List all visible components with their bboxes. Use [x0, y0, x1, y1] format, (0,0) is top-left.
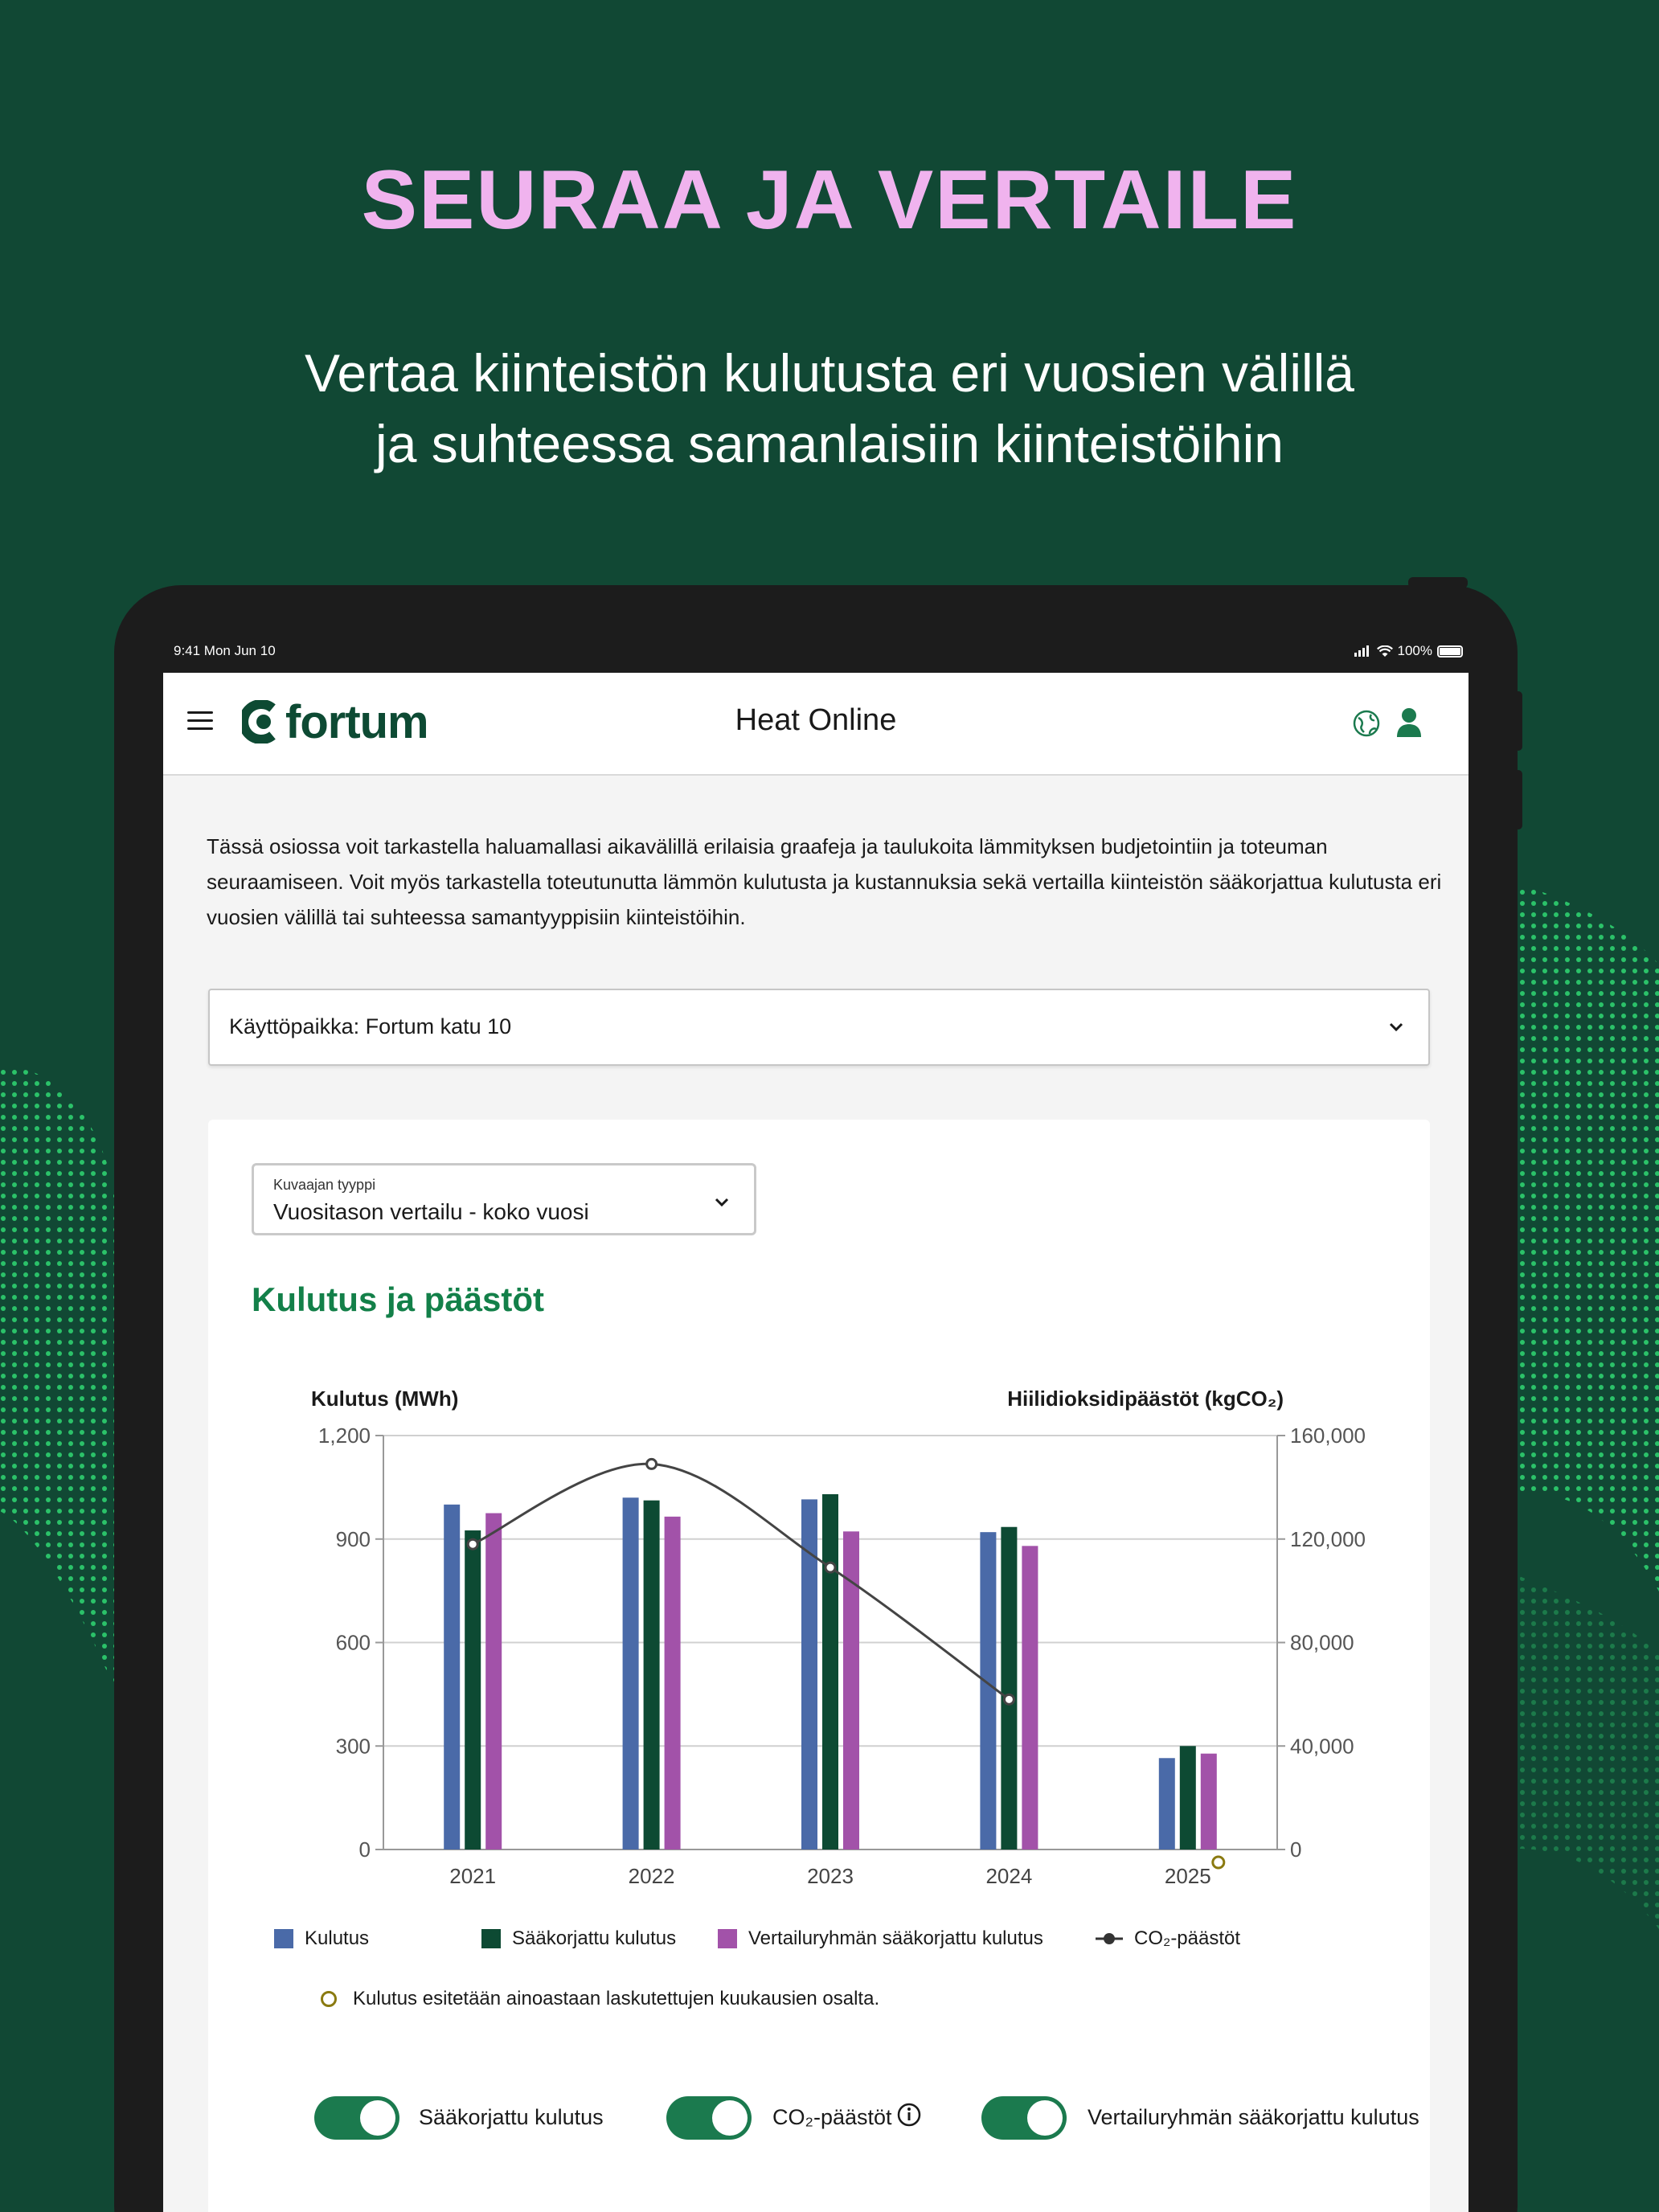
bar-vertailu: [1201, 1754, 1217, 1849]
status-right: [1354, 643, 1463, 659]
x-tick-label: 2023: [807, 1864, 854, 1888]
app-header: [163, 673, 1469, 776]
marketing-subline: [0, 338, 1659, 479]
tablet-volume-down-button: [1514, 770, 1522, 830]
chart-type-label: Kuvaajan tyyppi: [273, 1177, 376, 1193]
bar-kulutus: [444, 1505, 460, 1849]
x-tick-label: 2022: [628, 1864, 675, 1888]
y-tick-label: 600: [335, 1630, 371, 1655]
intro-text: Tässä osiossa voit tarkastella haluamallasi aikavälillä erilaisia graafeja ja taulukoita lämmityksen budjetointiin ja toteuman seuraamiseen. Voit myös tarkastella toteutunutta lämmön kulutusta ja kustannuksia sekä vertailla kiinteistön sääkorjattua kulutusta eri vuosien välillä tai suhteessa samantyyppisiin kiinteistöihin.: [207, 834, 1442, 929]
billing-note: [321, 1988, 879, 2010]
legend-vertailu: [718, 1927, 1043, 1950]
y2-tick-label: 120,000: [1290, 1526, 1366, 1551]
battery-icon: [1437, 645, 1463, 657]
tablet-volume-up-button: [1514, 691, 1522, 751]
x-tick-label: 2024: [985, 1864, 1033, 1888]
y-tick-label: 0: [358, 1837, 371, 1862]
chart-type-value: Vuositason vertailu - koko vuosi: [273, 1199, 589, 1224]
chart-card: [208, 1120, 1430, 2212]
globe-icon[interactable]: [1351, 708, 1382, 739]
section-title: Kulutus ja päästöt: [252, 1280, 545, 1318]
bar-vertailu: [665, 1517, 681, 1849]
legend-swatch-co2: [1096, 1929, 1123, 1948]
co2-point: [1004, 1694, 1014, 1704]
y-tick-label: 300: [335, 1734, 371, 1759]
y2-tick-label: 0: [1290, 1837, 1302, 1862]
toggle-knob: [712, 2100, 748, 2136]
battery-percent: 100%: [1397, 643, 1432, 658]
y2-tick-label: 80,000: [1290, 1630, 1354, 1655]
fortum-wordmark: fortum: [285, 695, 428, 748]
bar-saakorjattu: [465, 1530, 481, 1849]
toggle-knob: [360, 2100, 395, 2136]
app-title: Heat Online: [735, 703, 897, 737]
legend-label-saakorjattu: Sääkorjattu kulutus: [512, 1927, 677, 1949]
legend-label-vertailu: Vertailuryhmän sääkorjattu kulutus: [748, 1927, 1043, 1949]
co2-point: [468, 1539, 477, 1549]
bar-saakorjattu: [822, 1494, 838, 1849]
bar-kulutus: [980, 1532, 996, 1849]
right-axis-label: Hiilidioksidipäästöt (kgCO₂): [1007, 1387, 1284, 1411]
billing-note-text: Kulutus esitetään ainoastaan laskutettujen kuukausien osalta.: [353, 1988, 880, 2009]
toggle-vertailu[interactable]: [981, 2096, 1067, 2140]
legend-swatch-vertailu: [718, 1929, 737, 1948]
toggle-label-co2: CO₂-päästöt: [772, 2105, 892, 2129]
legend-saakorjattu: [481, 1927, 676, 1950]
left-axis-label: Kulutus (MWh): [311, 1387, 459, 1411]
info-icon[interactable]: [896, 2102, 922, 2128]
legend-swatch-kulutus: [274, 1929, 293, 1948]
y-tick-label: 900: [335, 1526, 371, 1551]
toggle-co2[interactable]: [666, 2096, 752, 2140]
location-select[interactable]: [208, 989, 1430, 1066]
marketing-subline-line-2: ja suhteessa samanlaisiin kiinteistöihin: [375, 414, 1284, 473]
toggle-knob: [1027, 2100, 1063, 2136]
bar-vertailu: [485, 1514, 502, 1849]
co2-point: [647, 1459, 657, 1469]
bar-vertailu: [1022, 1546, 1038, 1849]
y2-tick-label: 40,000: [1290, 1734, 1354, 1759]
toggle-saakorjattu[interactable]: [314, 2096, 399, 2140]
co2-point: [825, 1563, 835, 1572]
toggle-label-vertailu: Vertailuryhmän sääkorjattu kulutus: [1088, 2105, 1419, 2129]
signal-icon: [1354, 645, 1372, 657]
bar-saakorjattu: [1001, 1527, 1017, 1849]
legend-kulutus: [274, 1927, 369, 1950]
app-screen: [163, 673, 1469, 2212]
location-select-value: Käyttöpaikka: Fortum katu 10: [229, 1014, 512, 1038]
co2-line: [473, 1464, 1009, 1699]
y-tick-label: 1,200: [317, 1423, 371, 1448]
note-marker-icon: [321, 1991, 337, 2007]
bar-kulutus: [623, 1497, 639, 1849]
bar-saakorjattu: [1180, 1746, 1196, 1849]
y2-tick-label: 160,000: [1290, 1423, 1366, 1448]
note-marker: [1213, 1857, 1224, 1868]
marketing-subline-line-1: Vertaa kiinteistön kulutusta eri vuosien välillä: [304, 343, 1355, 403]
chevron-down-icon: [1388, 1019, 1404, 1035]
bar-saakorjattu: [644, 1501, 660, 1849]
legend-label-kulutus: Kulutus: [305, 1927, 370, 1949]
x-tick-label: 2025: [1164, 1864, 1211, 1888]
bar-kulutus: [1159, 1758, 1175, 1849]
marketing-headline: SEURAA JA VERTAILE: [361, 154, 1298, 247]
status-time: 9:41 Mon Jun 10: [174, 643, 276, 658]
x-tick-label: 2021: [449, 1864, 497, 1888]
legend-co2: [1096, 1927, 1240, 1950]
legend-swatch-saakorjattu: [481, 1929, 501, 1948]
legend-label-co2: CO₂-päästöt: [1134, 1927, 1241, 1949]
user-icon[interactable]: [1395, 707, 1423, 739]
toggle-label-saakorjattu: Sääkorjattu kulutus: [419, 2105, 604, 2129]
wifi-icon: [1377, 645, 1393, 657]
consumption-emissions-chart: [208, 1120, 1430, 1923]
ios-status-bar: [174, 643, 1463, 659]
tablet-top-button: [1408, 577, 1468, 588]
